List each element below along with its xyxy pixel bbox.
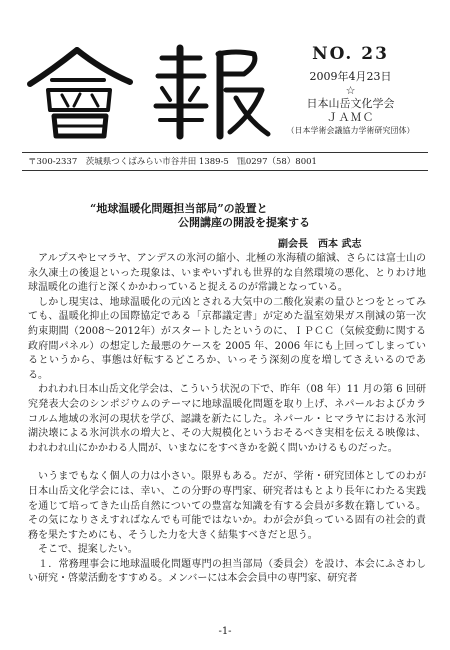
- article-title-line-1: “地球温暖化問題担当部局”の設置と: [90, 202, 268, 215]
- paragraph: アルプスやヒマラヤ、アンデスの氷河の縮小、北極の氷海積の縮減、さらには富士山の永久凍土の後退といった現象は、いまやいずれも世界的な自然環境の悪化、とりわけ地球温暖化の進行と深くかかわっていると捉えるのが常識となっている。: [28, 253, 426, 294]
- paragraph: １．常務理事会に地球温暖化問題専門の担当部局（委員会）を設け、本会にふさわしい研究・啓蒙活動をすすめる。メンバーには本会会員中の専門家、研究者: [28, 558, 426, 585]
- address-bottom-rule: [22, 170, 428, 171]
- address-line: 〒300-2337 茨城県つくばみらい市谷井田 1389-5 ℡0297（58）8001: [28, 157, 317, 167]
- page-number: -1-: [218, 626, 232, 637]
- star-icon: ☆: [345, 84, 356, 97]
- article-author: 副会長 西本 武志: [278, 239, 362, 250]
- paragraph: そこで、提案したい。: [38, 544, 138, 556]
- paragraph: しかし現実は、地球温暖化の元凶とされる大気中の二酸化炭素の量ひとつをとってみても、温暖化抑止の国際協定である「京都議定書」が定めた温室効果ガス削減の第一次約束期間（2008～2012年）がスタートしたというのに、ＩＰＣＣ（気候変動に関する政府間パネル）の想定した最悪のケースを 2005 年、2006 年にも上回ってしまっているというから、事態は好転するどころか、いっそう深刻の度を増してさえいるのである。: [28, 296, 426, 381]
- organization-subtitle: （日本学術会議協力学術研究団体）: [286, 126, 415, 135]
- address-top-rule: [22, 152, 428, 153]
- paragraph: われわれ日本山岳文化学会は、こういう状況の下で、昨年（08 年）11 月の第 6 回研究発表大会のシンポジウムのテーマに地球温暖化問題を取り上げ、ネパールおよびカラコルム地域の氷河の現状を学び、認識を新たにした。ネパール・ヒマラヤにおける氷河湖決壊による氷河洪水の増大と、その大規模化というおそるべき実相を伝える映像は、われわれ山にかかわる人間が、いまなにをすべきかを鋭く問いかけるものだった。: [28, 384, 426, 454]
- issue-number: NO. 23: [312, 44, 389, 64]
- article-title-line-2: 公開講座の開設を提案する: [178, 216, 310, 229]
- organization-abbreviation: ＪＡＭＣ: [326, 111, 375, 124]
- issue-info: [273, 40, 428, 137]
- paragraph: いうまでもなく個人の力は小さい。限界もある。だが、学術・研究団体としてのわが日本山岳文化学会には、幸い、この分野の専門家、研究者はもとより長年にわたる実践を通じて培ってきた山岳自然についての豊富な知識を有する会員が多数在籍している。その気になりさえすればなんでも可能ではないか。わが会が負っている固有の社会的責務を果たすためにも、そうした力を大きく結集すべきだと思う。: [28, 471, 426, 541]
- masthead: [22, 40, 428, 148]
- issue-date: 2009年4月23日: [309, 70, 392, 83]
- article-body: [28, 252, 426, 587]
- paragraph-gap: [28, 456, 426, 470]
- calligraphy-logo-graphic: [22, 40, 272, 140]
- newsletter-logo: [22, 40, 272, 140]
- organization-name: 日本山岳文化学会: [306, 97, 395, 110]
